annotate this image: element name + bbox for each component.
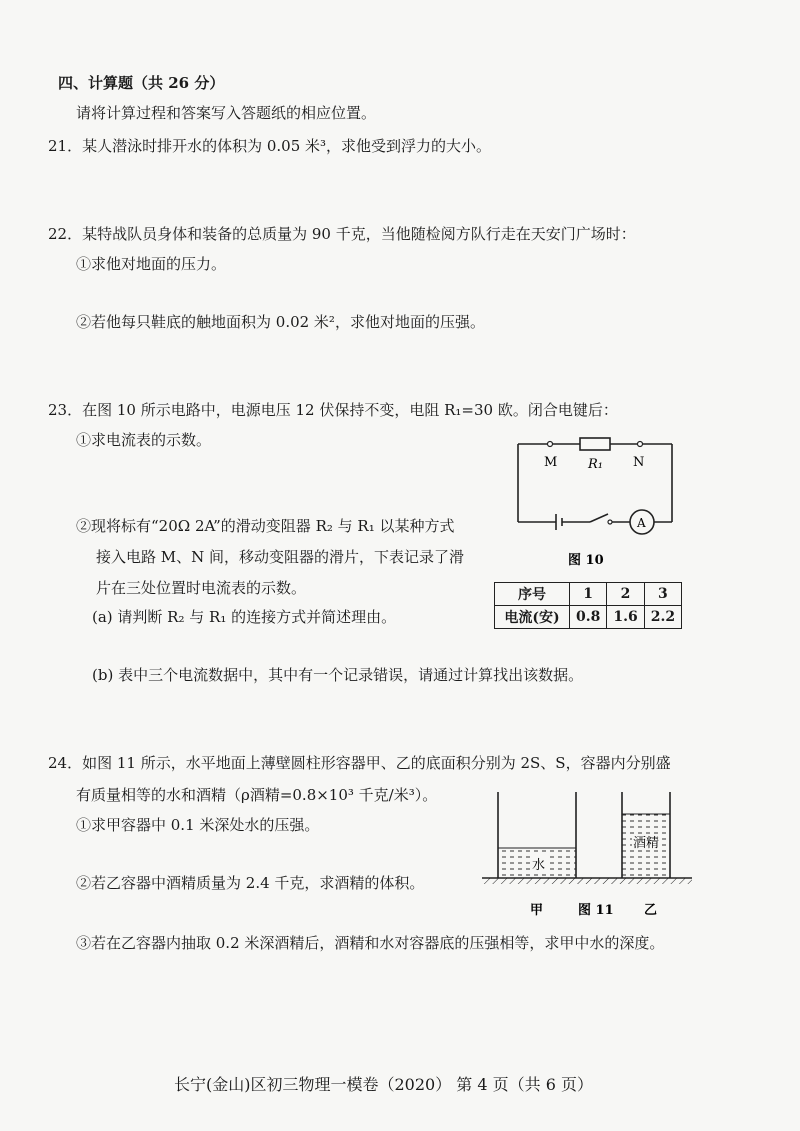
question-23-stem: 23．在图 10 所示电路中，电源电压 12 伏保持不变，电阻 R₁=30 欧。闭合电键后： <box>48 401 618 419</box>
table-cell: 0.8 <box>570 606 607 629</box>
circuit-diagram <box>500 430 690 570</box>
containers-diagram <box>478 788 698 923</box>
question-23-part-b: (b) 表中三个电流数据中，其中有一个记录错误，请通过计算找出该数据。 <box>92 666 584 684</box>
table-header-cell: 2 <box>607 583 644 606</box>
question-24-stem-line-1: 24．如图 11 所示，水平地面上薄壁圆柱形容器甲、乙的底面积分别为 2S、S，容器内分别盛 <box>48 754 671 772</box>
page-footer: 长宁(金山)区初三物理一模卷（2020） 第 4 页（共 6 页） <box>174 1075 593 1094</box>
table-header-cell: 序号 <box>495 583 570 606</box>
question-23-part-2-line-3: 片在三处位置时电流表的示数。 <box>96 579 307 597</box>
table-header-cell: 1 <box>570 583 607 606</box>
question-23-part-a: (a) 请判断 R₂ 与 R₁ 的连接方式并简述理由。 <box>92 608 397 626</box>
water-label: 水 <box>532 858 546 873</box>
question-24-part-2: ②若乙容器中酒精质量为 2.4 千克，求酒精的体积。 <box>76 874 425 892</box>
terminal-m <box>548 442 553 447</box>
question-23-part-1: ①求电流表的示数。 <box>76 431 212 449</box>
question-24-part-3: ③若在乙容器内抽取 0.2 米深酒精后，酒精和水对容器底的压强相等，求甲中水的深度。 <box>76 934 665 952</box>
section-instruction: 请将计算过程和答案写入答题纸的相应位置。 <box>76 104 377 122</box>
question-22-stem: 22．某特战队员身体和装备的总质量为 90 千克，当他随检阅方队行走在天安门广场时： <box>48 225 636 243</box>
question-22-part-2: ②若他每只鞋底的触地面积为 0.02 米²，求他对地面的压强。 <box>76 313 485 331</box>
alcohol-label: 酒精 <box>633 836 660 851</box>
figure-11-caption: 图 11 <box>578 903 614 918</box>
label-r1: R₁ <box>588 457 603 472</box>
question-22-part-1: ①求他对地面的压力。 <box>76 255 227 273</box>
label-n: N <box>633 455 645 470</box>
label-yi: 乙 <box>644 903 658 918</box>
table-cell: 2.2 <box>644 606 681 629</box>
question-24-part-1: ①求甲容器中 0.1 米深处水的压强。 <box>76 816 320 834</box>
table-cell: 电流(安) <box>495 606 570 629</box>
question-23-part-2-line-1: ②现将标有“20Ω 2A”的滑动变阻器 R₂ 与 R₁ 以某种方式 <box>76 517 455 535</box>
question-21: 21．某人潜泳时排开水的体积为 0.05 米³，求他受到浮力的大小。 <box>48 137 492 155</box>
section-title: 四、计算题（共 26 分） <box>58 74 225 92</box>
terminal-n <box>638 442 643 447</box>
question-23-part-2-line-2: 接入电路 M、N 间，移动变阻器的滑片，下表记录了滑 <box>96 548 465 566</box>
question-24-stem-line-2: 有质量相等的水和酒精（ρ酒精=0.8×10³ 千克/米³）。 <box>76 786 438 804</box>
ammeter-label: A <box>637 516 646 530</box>
table-header-cell: 3 <box>644 583 681 606</box>
table-row <box>495 606 682 629</box>
table-header-row <box>495 583 682 606</box>
label-m: M <box>544 455 558 470</box>
label-jia: 甲 <box>530 903 544 918</box>
table-cell: 1.6 <box>607 606 644 629</box>
current-table <box>494 582 682 629</box>
figure-10-caption: 图 10 <box>568 553 604 568</box>
